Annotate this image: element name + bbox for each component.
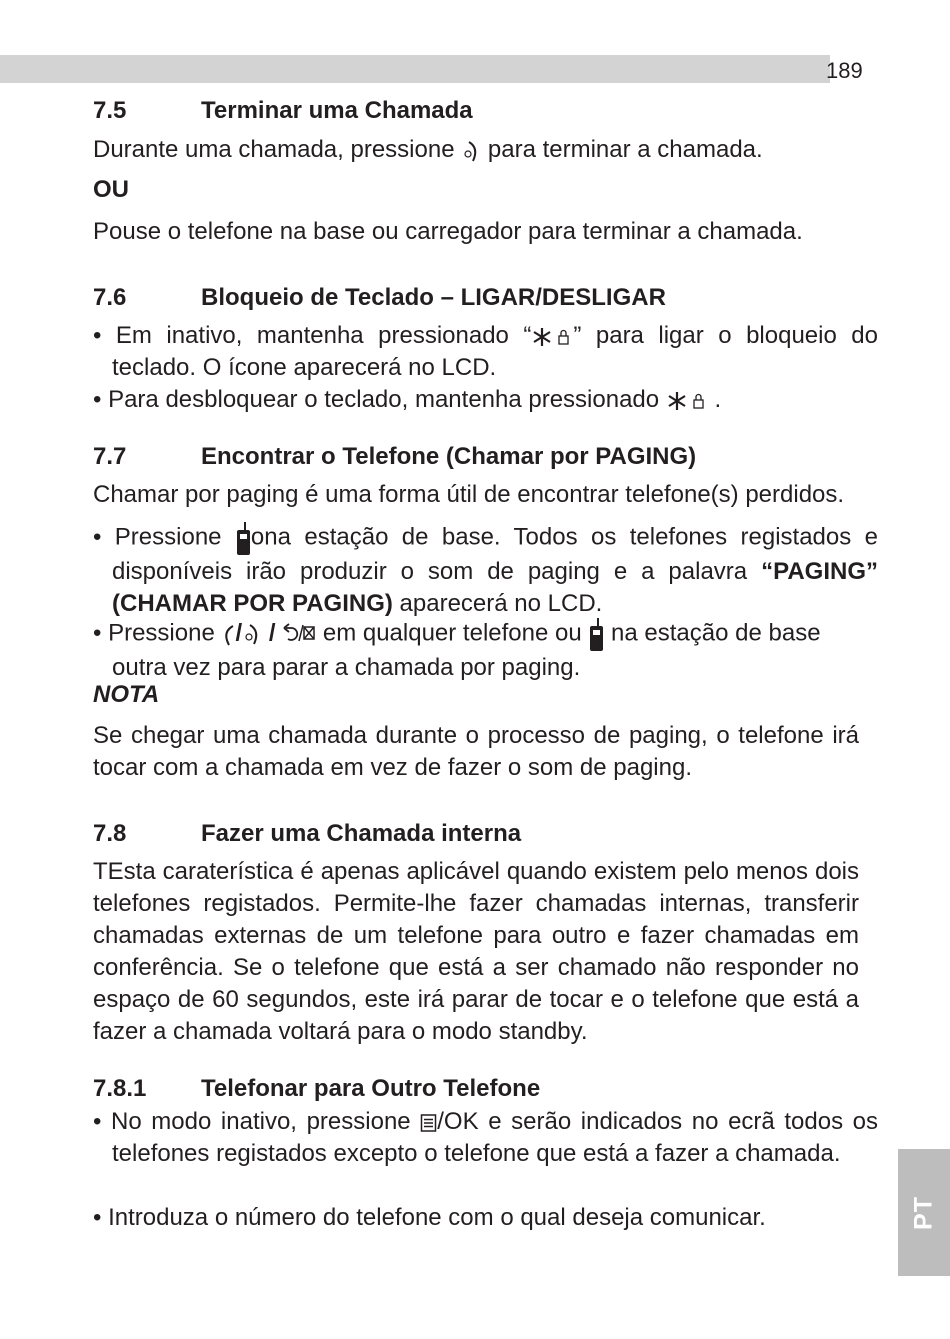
text: / — [268, 619, 276, 647]
heading-7-8 — [93, 819, 859, 849]
paragraph-intercom: TEsta caraterística é apenas aplicável quando existem pelo menos dois telefones registados. Permite-lhe fazer chamadas internas, transferir chamadas externas de um telefone para outro e fazer chamadas em conferência. Se o telefone que está a ser chamado não responder no espaço de 60 segundos, este irá parar de tocar e o telefone que está a fazer a chamada voltará para o modo standby. — [93, 858, 859, 1045]
heading-7-6 — [93, 283, 859, 313]
language-tab-label: PT — [909, 1195, 938, 1230]
menu-icon — [420, 1113, 437, 1133]
bullet-lock-off: • Para desbloquear o teclado, mantenha pressionado . — [93, 386, 722, 413]
paragraph-base: Pouse o telefone na base ou carregador para terminar a chamada. — [93, 218, 803, 245]
text: “PAGING” (CHAMAR POR PAGING) — [112, 558, 879, 617]
text: . — [714, 386, 722, 413]
star-lock-icon — [666, 389, 708, 413]
bullet-paging-stop: • Pressione / / em qualquer telefone ou na estação de base outra vez para parar a chamada por paging. — [93, 616, 878, 684]
or-label: OU — [93, 176, 129, 203]
heading-title: Telefonar para Outro Telefone — [201, 1075, 541, 1102]
text: e serão indicados no ecrã todos os telefones registados excepto o telefone que está a fazer a chamada. — [112, 1108, 879, 1167]
header-bar — [0, 55, 830, 83]
text: em qualquer telefone ou — [322, 619, 582, 647]
text: Pressione — [108, 619, 215, 647]
back-delete-icon — [282, 623, 316, 645]
note-text: Se chegar uma chamada durante o processo de paging, o telefone irá tocar com a chamada em vez de fazer o som de paging. — [93, 722, 859, 781]
heading-number: 7.6 — [93, 284, 127, 311]
paragraph-paging: Chamar por paging é uma forma útil de encontrar telefone(s) perdidos. — [93, 481, 845, 508]
text: Pressione — [114, 523, 222, 551]
page-button-icon — [235, 520, 251, 556]
heading-title: Terminar uma Chamada — [201, 97, 473, 124]
language-tab — [898, 1149, 950, 1276]
heading-number: 7.8.1 — [93, 1075, 147, 1102]
text: Para desbloquear o teclado, mantenha pressionado — [108, 386, 660, 413]
star-lock-icon — [531, 325, 573, 349]
talk-icon — [221, 620, 235, 648]
heading-7-8-1 — [93, 1074, 859, 1104]
text: Introduza o número do telefone com o qual deseja comunicar. — [108, 1204, 766, 1231]
bullet-lock-on: • Em inativo, mantenha pressionado “ ” para ligar o bloqueio do teclado. O ícone aparecerá no LCD. — [93, 322, 878, 381]
text: na estação de base outra vez para parar a chamada por paging. — [112, 619, 821, 681]
heading-title: Bloqueio de Teclado – LIGAR/DESLIGAR — [201, 284, 666, 311]
text: Em inativo, mantenha pressionado “ — [115, 322, 532, 349]
text: aparecerá no LCD. — [399, 590, 603, 617]
heading-number: 7.5 — [93, 97, 127, 124]
heading-number: 7.8 — [93, 820, 127, 847]
page-button-icon — [588, 616, 604, 652]
heading-7-7 — [93, 442, 859, 472]
end-call-icon — [461, 136, 481, 166]
text: /OK — [437, 1108, 479, 1135]
paragraph-end-call — [93, 134, 859, 166]
text: ” para ligar o bloqueio do teclado. O ícone aparecerá no LCD. — [112, 322, 878, 381]
heading-7-5 — [93, 96, 859, 126]
bullet-call-handset: • No modo inativo, pressione /OK e serão indicados no ecrã todos os telefones registados excepto o telefone que está a fazer a chamada. — [93, 1108, 879, 1167]
text: ona estação de base. Todos os telefones registados e disponíveis irão produzir o som de paging e a palavra — [112, 523, 878, 585]
bullet-enter-number: • Introduza o número do telefone com o qual deseja comunicar. — [93, 1204, 766, 1231]
heading-number: 7.7 — [93, 443, 127, 470]
page-number: 189 — [826, 58, 863, 83]
text: No modo inativo, pressione — [111, 1108, 411, 1135]
text: Durante uma chamada, pressione — [93, 136, 455, 163]
bullet-paging-start: • Pressione ona estação de base. Todos os telefones registados e disponíveis irão produzir o som de paging e a palavra “PAGING” (CHAMAR POR PAGING) aparecerá no LCD. — [93, 520, 878, 620]
heading-title: Encontrar o Telefone (Chamar por PAGING) — [201, 443, 697, 470]
note-label: NOTA — [93, 681, 160, 708]
text: para terminar a chamada. — [487, 136, 763, 163]
text: / — [235, 619, 243, 647]
end-call-icon — [242, 619, 262, 649]
heading-title: Fazer uma Chamada interna — [201, 820, 522, 847]
